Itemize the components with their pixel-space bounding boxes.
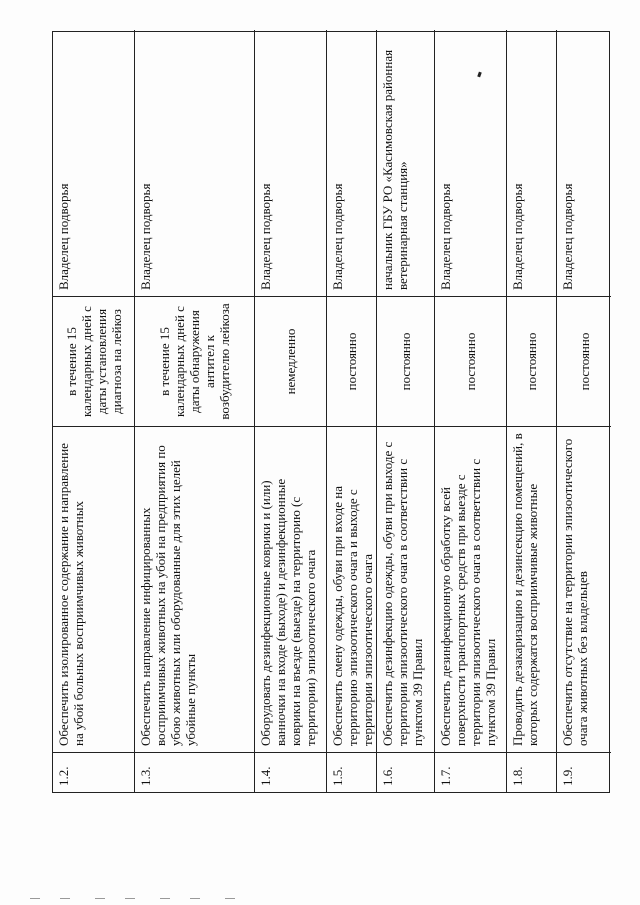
row-action: Обеспечить отсутствие на территории эпизоотического очага животных без владельцев xyxy=(557,426,611,752)
row-action: Обеспечить смену одежды, обуви при входе на территорию эпизоотического очага и выходе с территории эпизоотического очага xyxy=(327,426,376,752)
row-number: 1.2. xyxy=(53,752,134,792)
row-responsible: Владелец подворья xyxy=(560,183,575,290)
row-number: 1.3. xyxy=(135,752,254,792)
row-number: 1.4. xyxy=(255,752,326,792)
row-action: Проводить дезакаризацию и дезинсекцию помещений, в которых содержатся восприимчивые животные xyxy=(507,426,556,752)
row-responsible: Владелец подворья xyxy=(138,183,153,290)
row-responsible: Владелец подворья xyxy=(510,183,525,290)
table-row xyxy=(557,30,611,792)
row-action: Оборудовать дезинфекционные коврики и (или) ванночки на входе (выходе) и дезинфекционные коврики на въезде (выезде) на территорию (с территории) эпизоотического очага xyxy=(255,426,326,752)
row-responsible: Владелец подворья xyxy=(438,183,453,290)
row-term: немедленно xyxy=(255,296,326,426)
row-responsible: Владелец подворья xyxy=(56,183,71,290)
table-row xyxy=(327,30,377,792)
row-action: Обеспечить дезинфекцию одежды, обуви при выходе с территории эпизоотического очага в соответствии с пунктом 39 Правил xyxy=(377,426,434,752)
table-row xyxy=(135,30,255,792)
row-action: Обеспечить дезинфекционную обработку всей поверхности транспортных средств при выезде с территории эпизоотического очага в соответствии с пунктом 39 Правил xyxy=(435,426,506,752)
table-row xyxy=(53,30,135,792)
table-row xyxy=(255,30,327,792)
row-term: постоянно xyxy=(507,296,556,426)
row-term: в течение 15 календарных дней с даты обнаружения антител к возбудителю лейкоза xyxy=(135,296,254,426)
row-term: в течение 15 календарных дней с даты установления диагноза на лейкоз xyxy=(53,296,134,426)
row-term: постоянно xyxy=(377,296,434,426)
row-number: 1.8. xyxy=(507,752,556,792)
row-number: 1.9. xyxy=(557,752,611,792)
scan-edge-marks xyxy=(0,897,640,905)
row-term: постоянно xyxy=(435,296,506,426)
row-responsible: начальник ГБУ РО «Касимовская районная ветеринарная станция» xyxy=(380,49,410,290)
row-responsible: Владелец подворья xyxy=(330,183,345,290)
measures-table xyxy=(52,31,610,793)
row-action: Обеспечить изолированное содержание и направление на убой больных восприимчивых животных xyxy=(53,426,134,752)
row-term: постоянно xyxy=(557,296,611,426)
row-number: 1.5. xyxy=(327,752,376,792)
row-number: 1.6. xyxy=(377,752,434,792)
row-number: 1.7. xyxy=(435,752,506,792)
table-row xyxy=(377,30,435,792)
table-row xyxy=(507,30,557,792)
table-row xyxy=(435,30,507,792)
row-responsible: Владелец подворья xyxy=(258,183,273,290)
row-term: постоянно xyxy=(327,296,376,426)
row-action: Обеспечить направление инфицированных восприимчивых животных на убой на предприятия по убою животных или оборудованные для этих целей убойные пункты xyxy=(135,426,254,752)
